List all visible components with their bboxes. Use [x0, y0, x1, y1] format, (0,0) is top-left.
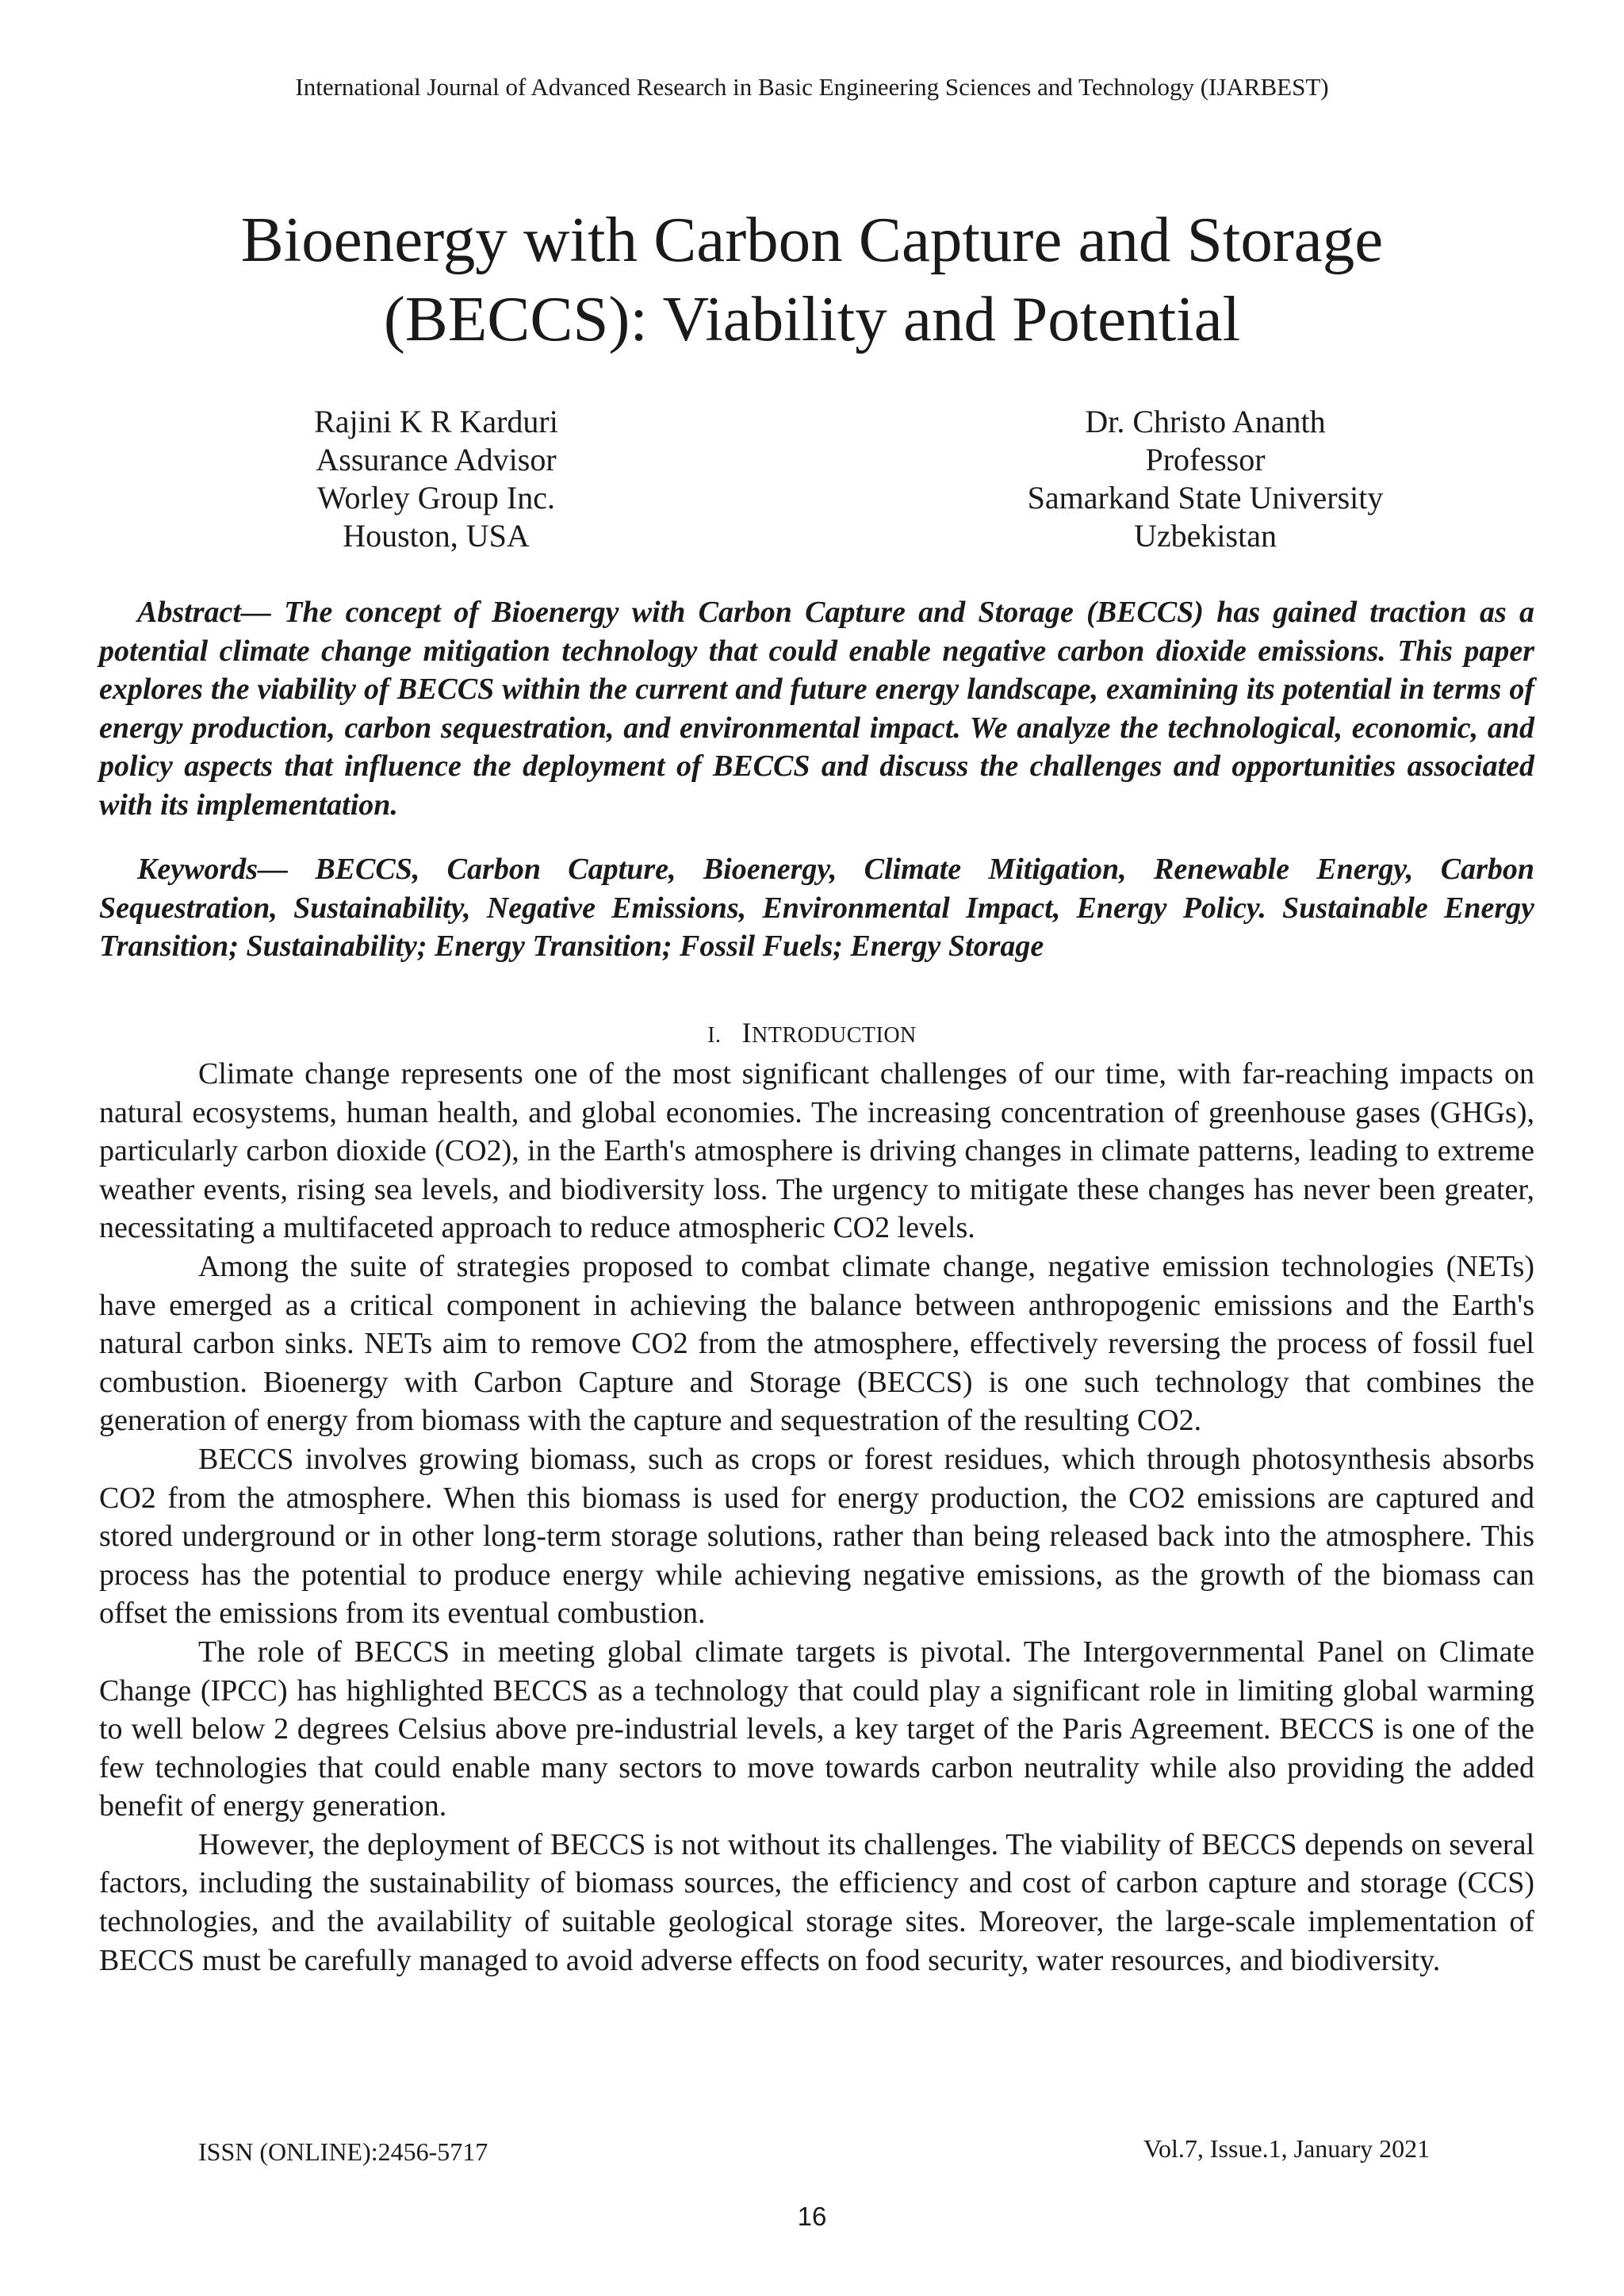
- author-affiliation: Worley Group Inc.: [316, 480, 556, 516]
- body-paragraph: Among the suite of strategies proposed to combat climate change, negative emission technologies (NETs) have emerged as a critical component in achieving the balance between anthropogenic emissions and the Earth's natural carbon sinks. NETs aim to remove CO2 from the atmosphere, effectively reversing the process of fossil fuel combustion. Bioenergy with Carbon Capture and Storage (BECCS) is one such technology that combines the generation of energy from biomass with the capture and sequestration of the resulting CO2.: [99, 1249, 1534, 1438]
- paper-title-line-1: Bioenergy with Carbon Capture and Storage: [240, 204, 1384, 275]
- keywords-paragraph: [99, 850, 1534, 966]
- paper-title-line-2: (BECCS): Viability and Potential: [383, 283, 1241, 355]
- body-paragraph: The role of BECCS in meeting global climate targets is pivotal. The Intergovernmental Panel on Climate Change (IPCC) has highlighted BECCS as a technology that could play a significant role in limiting global warming to well below 2 degrees Celsius above pre-industrial levels, a key target of the Paris Agreement. BECCS is one of the few technologies that could enable many sectors to move towards carbon neutrality while also providing the added benefit of energy generation.: [99, 1635, 1534, 1823]
- introduction-body: [99, 1055, 1534, 1980]
- keywords: [99, 850, 1534, 966]
- section-number: I.: [707, 1023, 722, 1048]
- section-heading-rest: NTRODUCTION: [752, 1023, 917, 1048]
- page-number: 16: [797, 2202, 827, 2231]
- author-name: Dr. Christo Ananth: [1085, 404, 1326, 439]
- author-location: Uzbekistan: [1134, 518, 1277, 554]
- keywords-text: BECCS, Carbon Capture, Bioenergy, Climate Mitigation, Renewable Energy, Carbon Sequestration, Sustainability, Negative Emissions, Environmental Impact, Energy Policy. Sustainable Energy Transition; Sustainability; Energy Transition; Fossil Fuels; Energy Storage: [99, 853, 1534, 964]
- author-block-1: [270, 403, 603, 555]
- section-heading-first-letter: I: [741, 1017, 753, 1048]
- author-role: Professor: [1145, 442, 1266, 477]
- abstract-label: Abstract—: [137, 596, 271, 629]
- body-paragraph: However, the deployment of BECCS is not without its challenges. The viability of BECCS depends on several factors, including the sustainability of biomass sources, the efficiency and cost of carbon capture and storage (CCS) technologies, and the availability of suitable geological storage sites. Moreover, the large-scale implementation of BECCS must be carefully managed to avoid adverse effects on food security, water resources, and biodiversity.: [99, 1827, 1534, 1977]
- journal-header: International Journal of Advanced Research in Basic Engineering Sciences and Technology (IJARBEST): [295, 73, 1329, 101]
- author-affiliation: Samarkand State University: [1027, 480, 1384, 516]
- section-heading-introduction: [0, 1015, 1624, 1053]
- author-location: Houston, USA: [343, 518, 530, 554]
- author-name: Rajini K R Karduri: [314, 404, 558, 439]
- footer-volume: Vol.7, Issue.1, January 2021: [1143, 2134, 1431, 2163]
- body-paragraph: Climate change represents one of the most significant challenges of our time, with far-reaching impacts on natural ecosystems, human health, and global economies. The increasing concentration of greenhouse gases (GHGs), particularly carbon dioxide (CO2), in the Earth's atmosphere is driving changes in climate patterns, leading to extreme weather events, rising sea levels, and biodiversity loss. The urgency to mitigate these changes has never been greater, necessitating a multifaceted approach to reduce atmospheric CO2 levels.: [99, 1057, 1534, 1245]
- footer-issn: ISSN (ONLINE):2456-5717: [198, 2137, 488, 2166]
- abstract-paragraph: [99, 593, 1534, 825]
- paper-title: [0, 200, 1624, 358]
- author-role: Assurance Advisor: [316, 442, 557, 477]
- author-block-2: [983, 403, 1427, 555]
- keywords-label: Keywords—: [137, 853, 288, 886]
- body-paragraph: BECCS involves growing biomass, such as crops or forest residues, which through photosynthesis absorbs CO2 from the atmosphere. When this biomass is used for energy production, the CO2 emissions are captured and stored underground or in other long-term storage solutions, rather than being released back into the atmosphere. This process has the potential to produce energy while achieving negative emissions, as the growth of the biomass can offset the emissions from its eventual combustion.: [99, 1442, 1534, 1631]
- abstract: [99, 593, 1534, 825]
- abstract-text: The concept of Bioenergy with Carbon Capture and Storage (BECCS) has gained traction as a potential climate change mitigation technology that could enable negative carbon dioxide emissions. This paper explores the viability of BECCS within the current and future energy landscape, examining its potential in terms of energy production, carbon sequestration, and environmental impact. We analyze the technological, economic, and policy aspects that influence the deployment of BECCS and discuss the challenges and opportunities associated with its implementation.: [99, 596, 1534, 822]
